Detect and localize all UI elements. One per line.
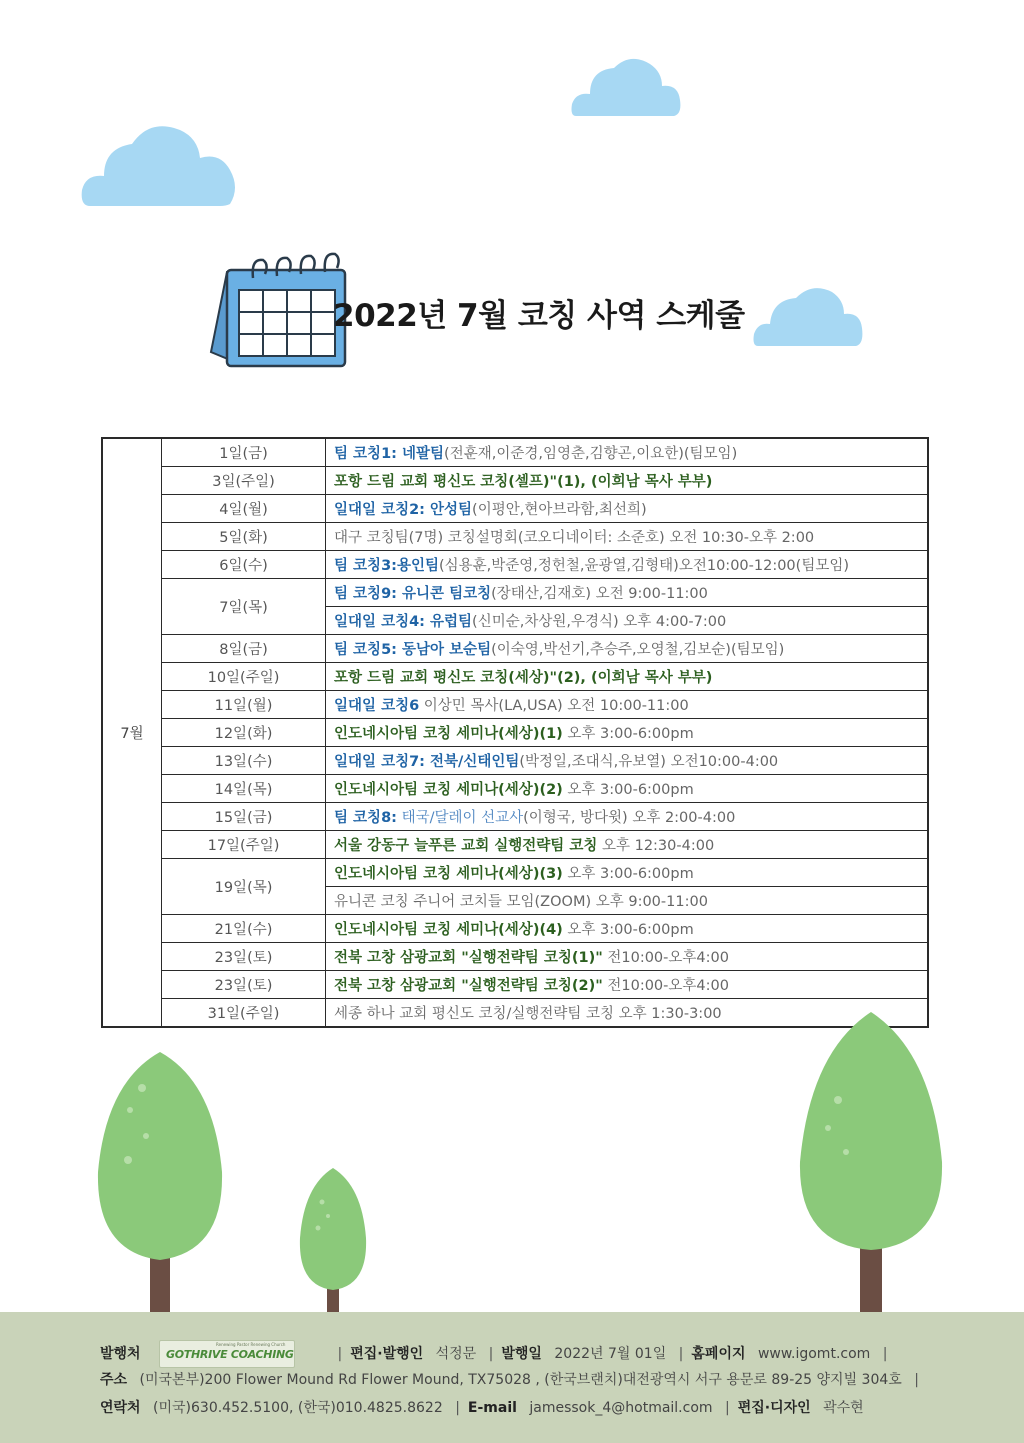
- day-cell: 1일(금): [162, 438, 326, 467]
- event-cell: [326, 971, 929, 999]
- day-cell: 15일(금): [162, 803, 326, 831]
- event-text: 팀 코칭9: 유니콘 팀코칭: [334, 586, 492, 602]
- table-row: [102, 523, 928, 551]
- footer-row-address: 주소 (미국본부)200 Flower Mound Rd Flower Mound, TX75028 , (한국브랜치)대전광역시 서구 용문로 89-25 양지빌 304호 |: [100, 1372, 919, 1388]
- page-title: 2022년 7월 코칭 사역 스케줄: [333, 298, 745, 334]
- event-cell: [326, 747, 929, 775]
- cloud-illustration: [570, 56, 682, 118]
- event-cell: [326, 495, 929, 523]
- designer-label: 편집·디자인: [737, 1400, 811, 1416]
- event-text: 일대일 코칭2: 안성팀: [334, 502, 473, 518]
- event-text: 태국/달레이 선교사: [396, 810, 524, 826]
- event-text: 포항 드림 교회 평신도 코칭(셀프)"(1), (이희남 목사 부부): [334, 474, 713, 490]
- cloud-illustration: [80, 118, 238, 208]
- day-cell: 14일(목): [162, 775, 326, 803]
- event-text: 오후 3:00-6:00pm: [562, 922, 694, 938]
- table-row: [102, 635, 928, 663]
- event-text: 전북 고창 삼광교회 "실행전략팀 코칭(1)": [334, 950, 603, 966]
- table-row: [102, 747, 928, 775]
- event-cell: [326, 915, 929, 943]
- event-text: 일대일 코칭6: [334, 698, 420, 714]
- table-row: [102, 579, 928, 607]
- schedule-table: [101, 437, 929, 1028]
- event-text: 인도네시아팀 코칭 세미나(세상)(1): [334, 726, 563, 742]
- event-text: 오후 12:30-4:00: [597, 838, 715, 854]
- table-row: [102, 775, 928, 803]
- day-cell: 23일(토): [162, 971, 326, 999]
- event-cell: [326, 831, 929, 859]
- title-block: [205, 244, 865, 374]
- gothrive-logo: Renewing Pastor Renewing Church GOTHRIVE COACHING: [159, 1340, 295, 1368]
- designer-name: 곽수현: [823, 1400, 864, 1416]
- event-text: (장태산,김재호) 오전 9:00-11:00: [491, 586, 708, 602]
- footer-row-publisher: 발행처 Renewing Pastor Renewing Church GOTHRIVE COACHING | 편집·발행인 석정문 | 발행일 2022년 7월 01일 | 홈페이지 www.igomt.com |: [100, 1340, 895, 1368]
- event-cell: [326, 523, 929, 551]
- table-row: [102, 859, 928, 887]
- event-cell: [326, 719, 929, 747]
- day-cell: 19일(목): [162, 859, 326, 915]
- event-text: 유니콘 코칭 주니어 코치들 모임(ZOOM) 오후 9:00-11:00: [334, 894, 708, 910]
- day-cell: 4일(월): [162, 495, 326, 523]
- tree-illustration: [96, 1052, 224, 1314]
- publisher-label: 발행처: [100, 1346, 141, 1362]
- event-text: 대구 코칭팀(7명) 코칭설명회(코오디네이터: 소준호) 오전 10:30-오후 2:00: [334, 530, 815, 546]
- email-link[interactable]: jamessok_4@hotmail.com: [529, 1400, 713, 1416]
- event-text: 포항 드림 교회 평신도 코칭(세상)"(2), (이희남 목사 부부): [334, 670, 713, 686]
- event-text: 이상민 목사(LA,USA) 오전 10:00-11:00: [419, 698, 689, 714]
- footer-row-contact: 연락처 (미국)630.452.5100, (한국)010.4825.8622 | E-mail jamessok_4@hotmail.com | 편집·디자인 곽수현: [100, 1400, 864, 1416]
- publish-date: 2022년 7월 01일: [554, 1346, 667, 1362]
- table-row: [102, 971, 928, 999]
- table-row: [102, 831, 928, 859]
- event-text: (박정일,조대식,유보열) 오전10:00-4:00: [519, 754, 779, 770]
- homepage-label: 홈페이지: [691, 1346, 746, 1362]
- event-text: (이형국, 방다윗) 오후 2:00-4:00: [523, 810, 736, 826]
- event-text: 일대일 코칭7: 전북/신태인팀: [334, 754, 520, 770]
- event-text: (이숙영,박선기,추승주,오영철,김보순)(팀모임): [491, 642, 785, 658]
- day-cell: 5일(화): [162, 523, 326, 551]
- homepage-link[interactable]: www.igomt.com: [757, 1346, 871, 1362]
- date-label: 발행일: [501, 1346, 542, 1362]
- event-text: 팀 코칭1: 네팔팀: [334, 446, 445, 462]
- event-cell: [326, 438, 929, 467]
- event-cell: [326, 691, 929, 719]
- event-text: 오후 3:00-6:00pm: [562, 782, 694, 798]
- day-cell: 10일(주일): [162, 663, 326, 691]
- event-text: 서울 강동구 늘푸른 교회 실행전략팀 코칭: [334, 838, 598, 854]
- event-cell: [326, 551, 929, 579]
- event-text: (심용훈,박준영,정헌철,윤광열,김형태)오전10:00-12:00(팀모임): [438, 558, 849, 574]
- day-cell: 3일(주일): [162, 467, 326, 495]
- event-text: 전북 고창 삼광교회 "실행전략팀 코칭(2)": [334, 978, 603, 994]
- event-cell: [326, 467, 929, 495]
- day-cell: 21일(수): [162, 915, 326, 943]
- event-cell: [326, 803, 929, 831]
- day-cell: 13일(수): [162, 747, 326, 775]
- day-cell: 12일(화): [162, 719, 326, 747]
- event-text: 오후 3:00-6:00pm: [562, 866, 694, 882]
- address-text: (미국본부)200 Flower Mound Rd Flower Mound, TX75028 , (한국브랜치)대전광역시 서구 용문로 89-25 양지빌 304호: [139, 1372, 902, 1388]
- contact-text: (미국)630.452.5100, (한국)010.4825.8622: [153, 1400, 443, 1416]
- event-cell: [326, 635, 929, 663]
- table-row: [102, 438, 928, 467]
- table-row: [102, 943, 928, 971]
- month-cell: 7월: [102, 438, 162, 1027]
- event-text: 인도네시아팀 코칭 세미나(세상)(4): [334, 922, 563, 938]
- footer: [0, 1312, 1024, 1443]
- event-cell: [326, 887, 929, 915]
- day-cell: 8일(금): [162, 635, 326, 663]
- event-text: 팀 코칭3:용인팀: [334, 558, 439, 574]
- event-text: (신미순,차상원,우경식) 오후 4:00-7:00: [472, 614, 727, 630]
- event-cell: [326, 943, 929, 971]
- event-text: 인도네시아팀 코칭 세미나(세상)(2): [334, 782, 563, 798]
- event-text: 일대일 코칭4: 유럽팀: [334, 614, 473, 630]
- event-cell: [326, 579, 929, 607]
- event-text: 인도네시아팀 코칭 세미나(세상)(3): [334, 866, 563, 882]
- day-cell: 23일(토): [162, 943, 326, 971]
- day-cell: 31일(주일): [162, 999, 326, 1028]
- table-row: [102, 803, 928, 831]
- contact-label: 연락처: [100, 1400, 141, 1416]
- event-text: 오후 3:00-6:00pm: [562, 726, 694, 742]
- day-cell: 7일(목): [162, 579, 326, 635]
- event-text: 팀 코칭5: 동남아 보순팀: [334, 642, 492, 658]
- table-row: [102, 551, 928, 579]
- tree-illustration: [798, 1012, 944, 1314]
- table-row: [102, 663, 928, 691]
- event-text: 세종 하나 교회 평신도 코칭/실행전략팀 코칭 오후 1:30-3:00: [334, 1006, 722, 1022]
- table-row: [102, 915, 928, 943]
- editor-label: 편집·발행인: [350, 1346, 424, 1362]
- event-text: (이평안,현아브라함,최선희): [472, 502, 647, 518]
- event-cell: [326, 859, 929, 887]
- tree-illustration: [298, 1168, 368, 1314]
- table-row: [102, 495, 928, 523]
- email-label: E-mail: [467, 1400, 517, 1416]
- event-cell: [326, 775, 929, 803]
- event-text: 팀 코칭8:: [334, 810, 397, 826]
- event-text: 전10:00-오후4:00: [602, 950, 729, 966]
- address-label: 주소: [100, 1372, 128, 1388]
- day-cell: 17일(주일): [162, 831, 326, 859]
- day-cell: 6일(수): [162, 551, 326, 579]
- event-text: (전훈재,이준경,임영춘,김향곤,이요한)(팀모임): [444, 446, 738, 462]
- table-row: [102, 719, 928, 747]
- table-row: [102, 467, 928, 495]
- event-text: 전10:00-오후4:00: [602, 978, 729, 994]
- table-row: [102, 691, 928, 719]
- day-cell: 11일(월): [162, 691, 326, 719]
- event-cell: [326, 663, 929, 691]
- editor-name: 석정문: [435, 1346, 477, 1362]
- event-cell: [326, 607, 929, 635]
